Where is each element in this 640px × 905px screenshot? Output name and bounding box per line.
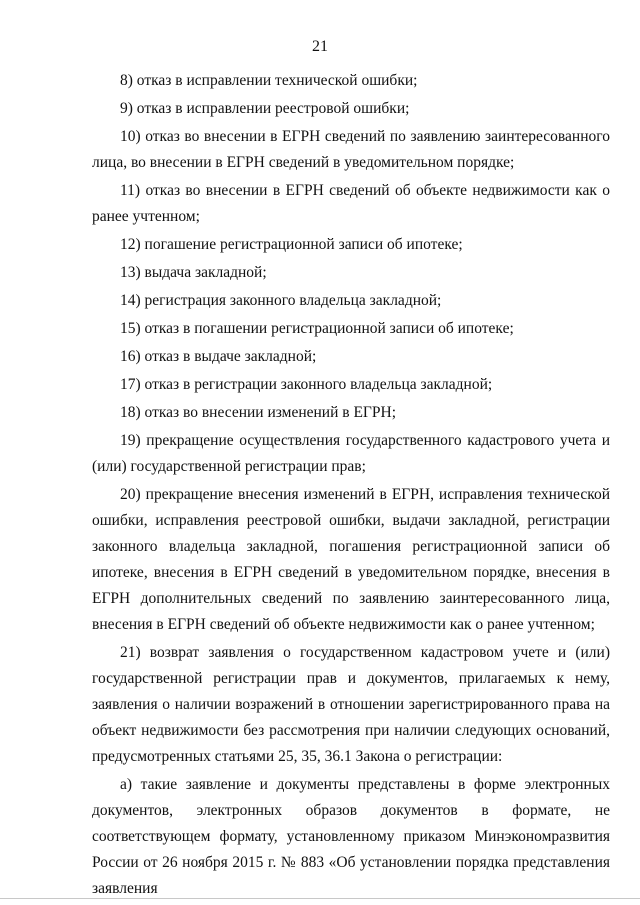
page-number: 21 bbox=[312, 38, 328, 55]
list-item-10: 10) отказ во внесении в ЕГРН сведений по заявлению заинтересованного лица, во внесении в ЕГРН сведений в уведомительном порядке; bbox=[92, 128, 610, 171]
list-item-18: 18) отказ во внесении изменений в ЕГРН; bbox=[120, 404, 397, 421]
bottom-edge-line bbox=[0, 898, 640, 899]
list-item-16: 16) отказ в выдаче закладной; bbox=[120, 348, 317, 365]
list-item-17: 17) отказ в регистрации законного владельца закладной; bbox=[120, 376, 493, 393]
list-item-14: 14) регистрация законного владельца закладной; bbox=[120, 292, 442, 309]
list-item-19: 19) прекращение осуществления государственного кадастрового учета и (или) государственной регистрации прав; bbox=[92, 432, 610, 475]
list-item-11: 11) отказ во внесении в ЕГРН сведений об объекте недвижимости как о ранее учтенном; bbox=[92, 182, 610, 225]
list-item-20: 20) прекращение внесения изменений в ЕГРН, исправления технической ошибки, исправления реестровой ошибки, выдачи закладной, регистрации законного владельца закладной, погашения регистрационной записи об ипотеке, внесения в ЕГРН сведений в уведомительном порядке, внесения в ЕГРН дополнительных сведений по заявлению заинтересованного лица, внесения в ЕГРН сведений об объекте недвижимости как о ранее учтенном; bbox=[92, 486, 610, 633]
list-item-9: 9) отказ в исправлении реестровой ошибки; bbox=[120, 100, 410, 117]
list-item-13: 13) выдача закладной; bbox=[120, 264, 267, 281]
sub-item-a: а) такие заявление и документы представлены в форме электронных документов, электронных образов документов в формате, не соответствующем формату, установленному приказом Минэкономразвития России от 26 ноября 2015 г. № 883 «Об установлении порядка представления заявления bbox=[92, 776, 610, 897]
list-item-15: 15) отказ в погашении регистрационной записи об ипотеке; bbox=[120, 320, 514, 337]
list-item-12: 12) погашение регистрационной записи об ипотеке; bbox=[120, 236, 463, 253]
document-body bbox=[92, 68, 610, 902]
list-item-8: 8) отказ в исправлении технической ошибки; bbox=[120, 72, 418, 89]
list-item-21: 21) возврат заявления о государственном кадастровом учете и (или) государственной регистрации прав и документов, прилагаемых к нему, заявления о наличии возражений в отношении зарегистрированного права на объект недвижимости без рассмотрения при наличии следующих оснований, предусмотренных статьями 25, 35, 36.1 Закона о регистрации: bbox=[92, 644, 610, 765]
